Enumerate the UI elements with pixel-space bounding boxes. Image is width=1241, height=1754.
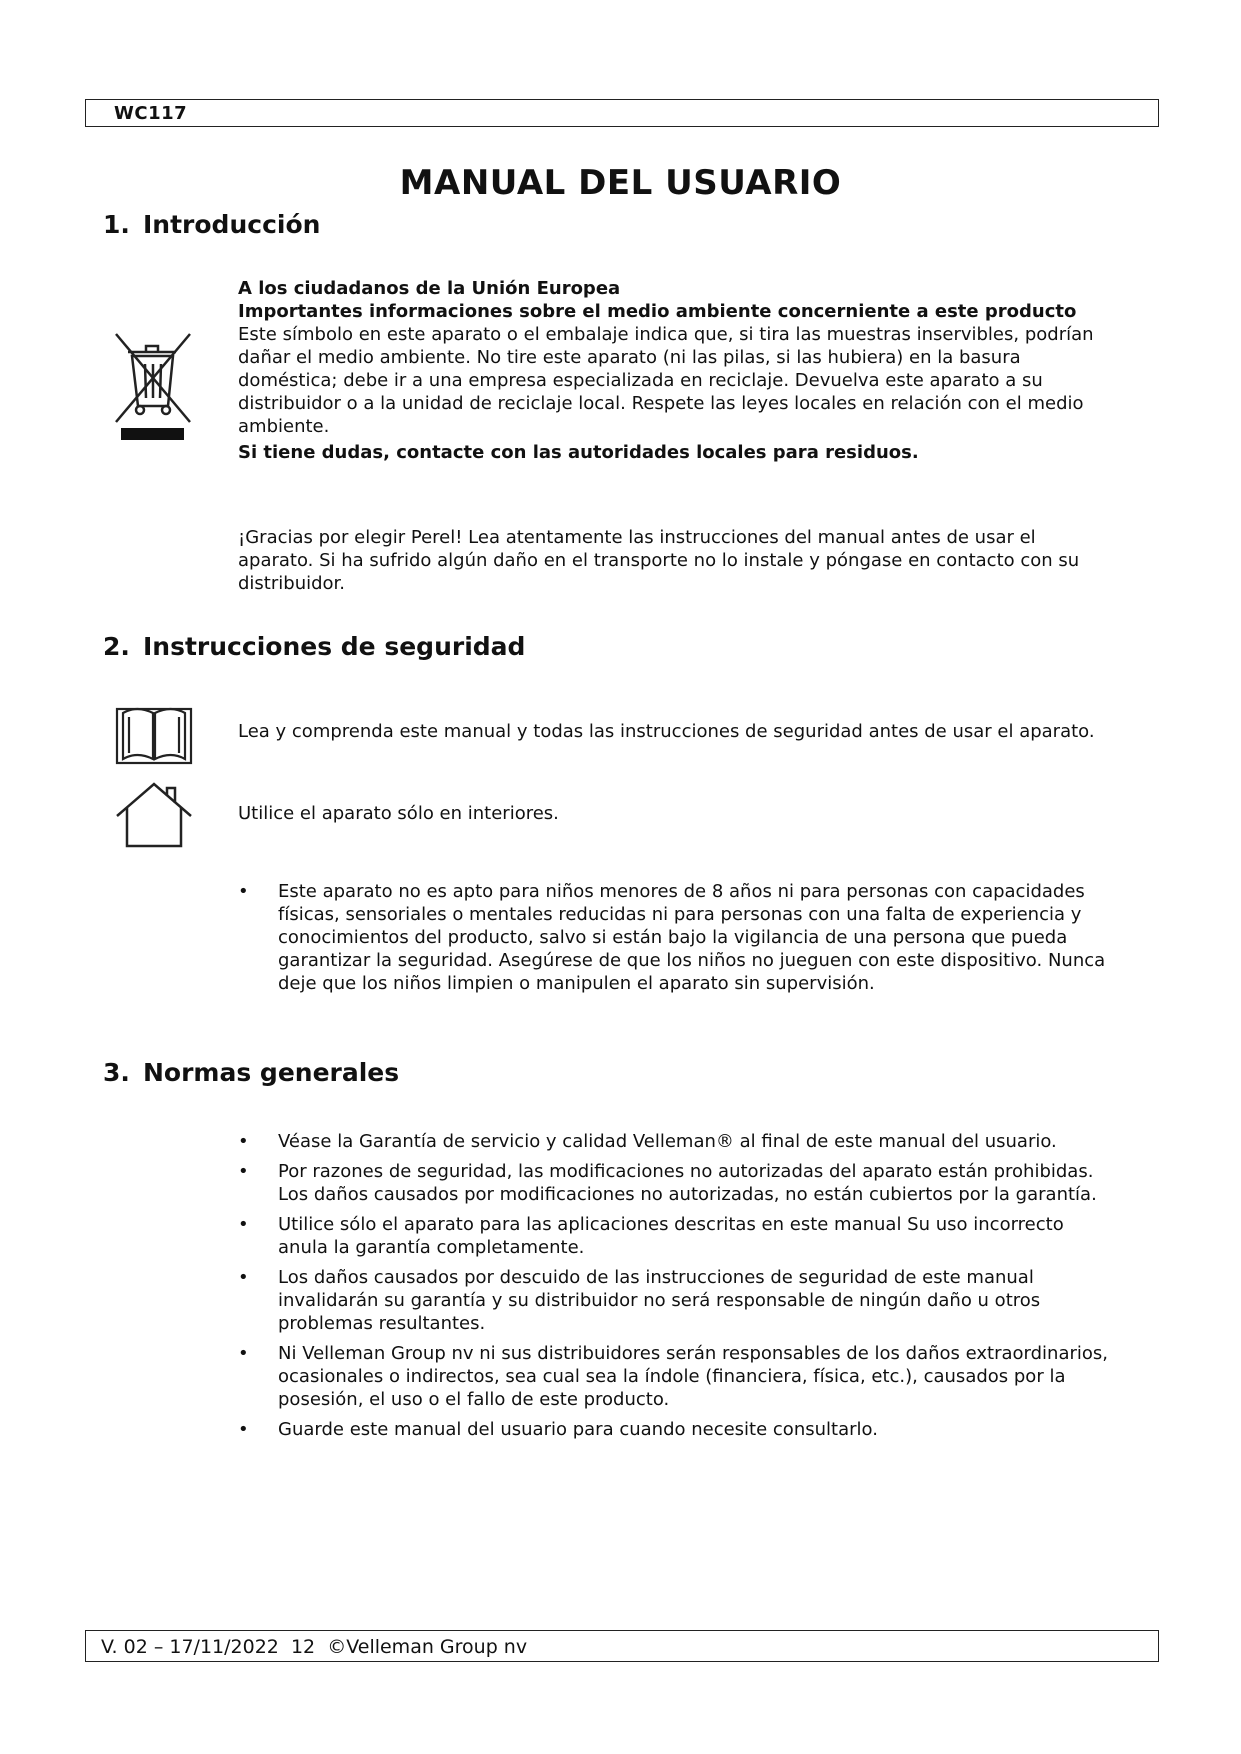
- page-title: MANUAL DEL USUARIO: [399, 162, 842, 203]
- thanks-paragraph: [238, 526, 1108, 595]
- footer-version-text: V. 02 – 17/11/2022 12 ©Velleman Group nv: [101, 1636, 528, 1658]
- section-number: 3.: [103, 1058, 130, 1087]
- header-bar: [85, 99, 1159, 127]
- list-item: • Los daños causados por descuido de las instrucciones de seguridad de este manual invalidarán su garantía y su distribuidor no será responsable de ningún daño u otros problemas resultantes.: [238, 1266, 1118, 1335]
- model-number: WC117: [114, 103, 188, 124]
- crossed-bin-icon: [110, 328, 195, 443]
- safety-bullet-list: [238, 880, 1118, 995]
- list-item: • Este aparato no es apto para niños menores de 8 años ni para personas con capacidades físicas, sensoriales o mentales reducidas ni para personas con una falta de experiencia y conocimientos del producto, salvo si están bajo la vigilancia de una persona que pueda garantizar la seguridad. Asegúrese de que los niños no jueguen con este dispositivo. Nunca deje que los niños limpien o manipulen el aparato sin supervisión.: [238, 880, 1118, 995]
- weee-contact-notice: Si tiene dudas, contacte con las autoridades locales para residuos.: [238, 442, 919, 463]
- read-manual-instruction: [238, 720, 1108, 743]
- section-number: 2.: [103, 632, 130, 661]
- weee-heading-info: Importantes informaciones sobre el medio ambiente concerniente a este producto: [238, 301, 1077, 322]
- section-title: Instrucciones de seguridad: [143, 632, 526, 661]
- section-title: Normas generales: [143, 1058, 400, 1087]
- list-item: • Por razones de seguridad, las modificaciones no autorizadas del aparato están prohibidas. Los daños causados por modificaciones no autorizadas, no están cubiertos por la garantía.: [238, 1160, 1118, 1206]
- read-manual-text: Lea y comprenda este manual y todas las instrucciones de seguridad antes de usar el aparato.: [238, 721, 1095, 742]
- list-item: • Ni Velleman Group nv ni sus distribuidores serán responsables de los daños extraordinarios, ocasionales o indirectos, sea cual sea la índole (financiera, física, etc.), causados por la posesión, el uso o el fallo de este producto.: [238, 1342, 1118, 1411]
- section-heading-general-norms: [103, 1058, 399, 1087]
- footer-bar: [85, 1630, 1159, 1662]
- weee-body: Este símbolo en este aparato o el embalaje indica que, si tira las muestras inservibles, podrían dañar el medio ambiente. No tire este aparato (ni las pilas, si las hubiera) en la basura doméstica; debe ir a una empresa especializada en reciclaje. Devuelva este aparato a su distribuidor o a la unidad de reciclaje local. Respete las leyes locales en relación con el medio ambiente.: [238, 324, 1094, 437]
- book-icon: [115, 703, 193, 765]
- list-item: • Véase la Garantía de servicio y calidad Velleman® al final de este manual del usuario.: [238, 1130, 1118, 1153]
- list-item: • Guarde este manual del usuario para cuando necesite consultarlo.: [238, 1418, 1118, 1441]
- section-heading-introduction: [103, 210, 320, 239]
- house-icon: [113, 780, 195, 850]
- section-title: Introducción: [143, 210, 321, 239]
- general-norms-bullet-list: [238, 1130, 1118, 1448]
- weee-notice: [238, 277, 1108, 464]
- indoor-use-text: Utilice el aparato sólo en interiores.: [238, 803, 559, 824]
- section-number: 1.: [103, 210, 130, 239]
- section-heading-safety: [103, 632, 525, 661]
- thanks-text: ¡Gracias por elegir Perel! Lea atentamente las instrucciones del manual antes de usar el aparato. Si ha sufrido algún daño en el transporte no lo instale y póngase en contacto con su distribuidor.: [238, 527, 1080, 594]
- indoor-use-instruction: [238, 802, 1108, 825]
- weee-heading-eu: A los ciudadanos de la Unión Europea: [238, 278, 621, 299]
- list-item: • Utilice sólo el aparato para las aplicaciones descritas en este manual Su uso incorrecto anula la garantía completamente.: [238, 1213, 1118, 1259]
